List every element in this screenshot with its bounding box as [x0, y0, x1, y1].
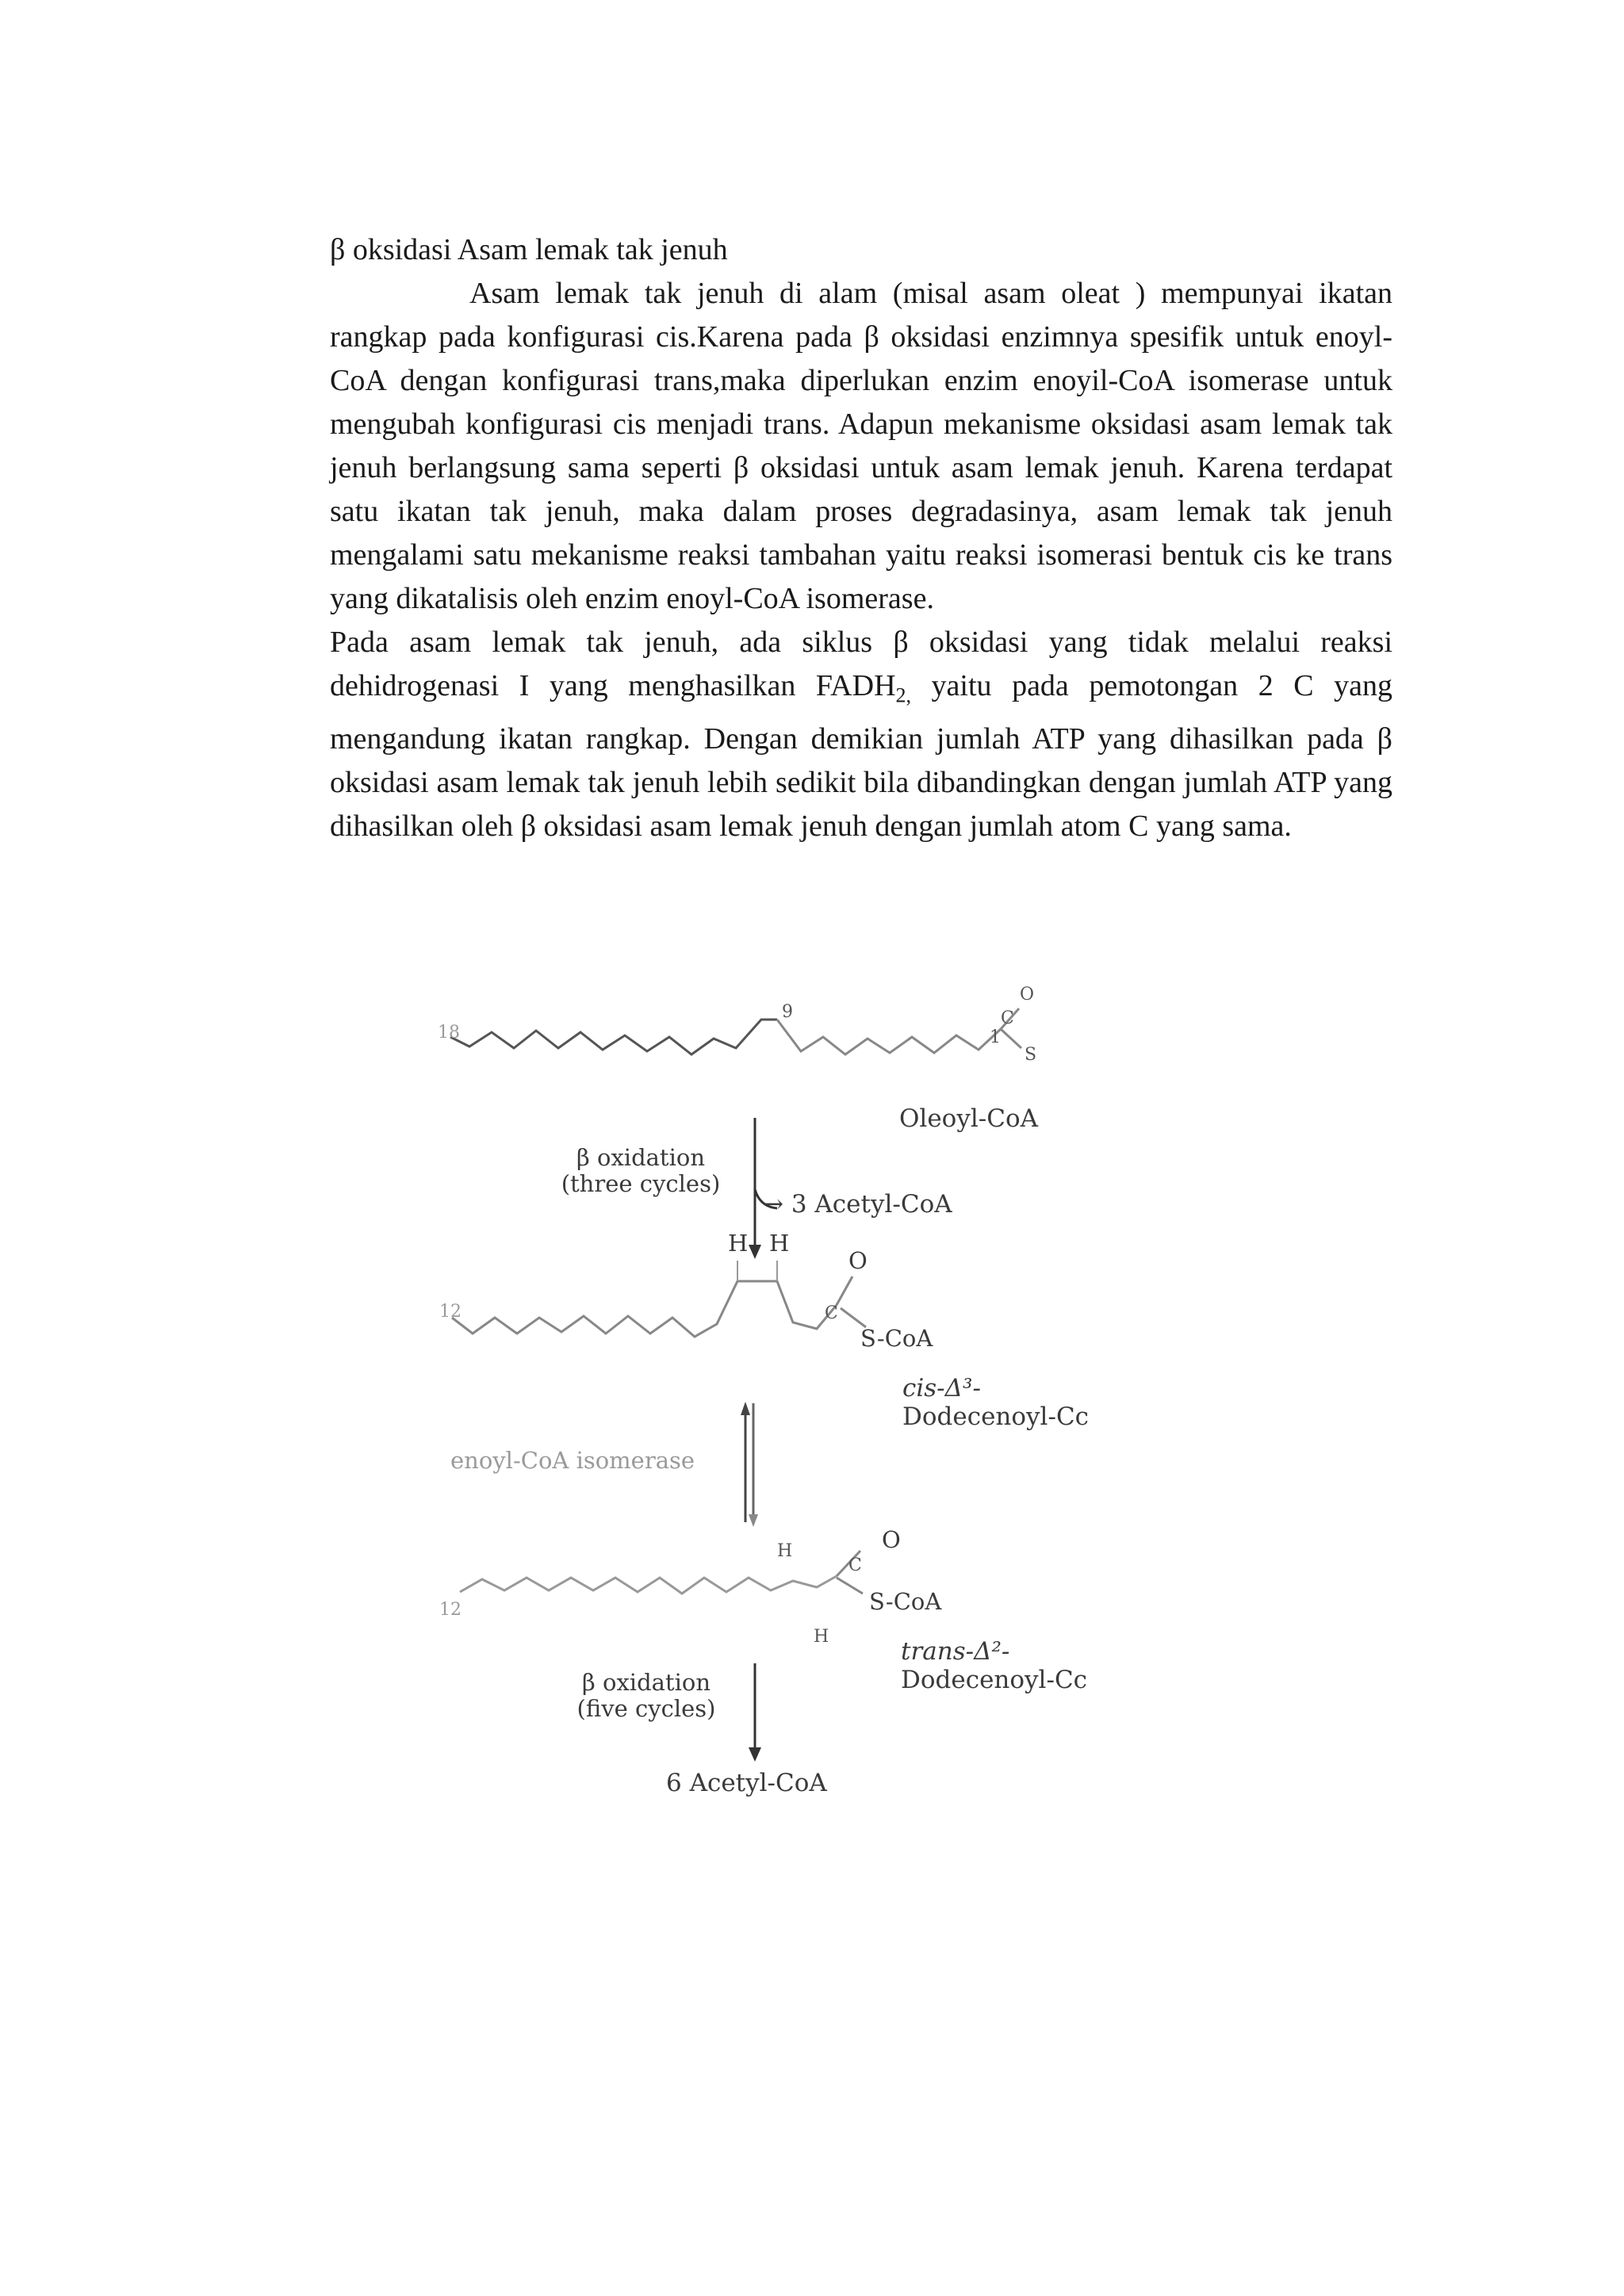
cis-o-label: O — [848, 1247, 868, 1274]
oleoyl-coa-oxidation-diagram — [428, 985, 1126, 1823]
cis-carbonyl-bond — [837, 1276, 852, 1305]
cis-h2-label: H — [769, 1230, 790, 1257]
trans-h-bottom-label: H — [814, 1627, 829, 1647]
oleoyl-c9-label: 9 — [782, 1002, 793, 1022]
step2-label-line2: (five cycles) — [576, 1695, 716, 1723]
step1-product: → 3 Acetyl-CoA — [763, 1190, 952, 1219]
cis-scoa-label: S-CoA — [860, 1325, 933, 1352]
oleoyl-s-bond — [1001, 1029, 1021, 1048]
trans-chain — [460, 1576, 837, 1594]
paragraph-1: Asam lemak tak jenuh di alam (misal asam oleat ) mempunyai ikatan rangkap pada konfigurasi cis.Karena pada β oksidasi enzimnya spesifik untuk enoyl-CoA dengan konfigurasi trans,maka diperlukan enzim enoyil-CoA isomerase untuk mengubah konfigurasi cis menjadi trans. Adapun mekanisme oksidasi asam lemak tak jenuh berlangsung sama seperti β oksidasi untuk asam lemak jenuh. Karena terdapat satu ikatan tak jenuh, maka dalam proses degradasinya, asam lemak tak jenuh mengalami satu mekanisme reaksi tambahan yaitu reaksi isomerasi bentuk cis ke trans yang dikatalisis oleh enzim enoyl-CoA isomerase. — [330, 277, 1392, 615]
step2-product: 6 Acetyl-CoA — [666, 1769, 827, 1797]
trans-name-line2: Dodecenoyl-Cc — [901, 1665, 1088, 1694]
trans-s-bond — [837, 1578, 863, 1594]
cis-c12-label: 12 — [439, 1302, 462, 1322]
isomerase-arrow-head-up — [741, 1402, 750, 1415]
paragraph-2 — [330, 621, 1392, 848]
cis-c-label: C — [825, 1303, 838, 1323]
oleoyl-o-label: O — [1020, 985, 1035, 1004]
step1-label-line1: β oxidation — [576, 1144, 705, 1171]
arrow-step2-head — [749, 1747, 761, 1762]
isomerase-label: enoyl-CoA isomerase — [450, 1447, 695, 1474]
oleoyl-coa-name: Oleoyl-CoA — [899, 1104, 1039, 1133]
trans-o-label: O — [882, 1526, 901, 1553]
step1-label — [546, 1145, 736, 1198]
paragraph-2-part-2: yaitu pada pemotongan 2 C yang mengandung ikatan rangkap. Dengan demikian jumlah ATP yang dihasilkan pada β oksidasi asam lemak tak jenuh lebih sedikit bila dibandingkan dengan jumlah ATP yang dihasilkan oleh β oksidasi asam lemak jenuh dengan jumlah atom C yang sama. — [330, 669, 1392, 843]
trans-c12-label: 12 — [439, 1600, 462, 1620]
oleoyl-chain-left — [450, 1020, 777, 1054]
step1-label-line2: (three cycles) — [561, 1170, 721, 1198]
text-block — [330, 228, 1392, 848]
cis-name — [902, 1375, 1089, 1431]
isomerase-arrow-head-down — [749, 1514, 758, 1527]
cis-h1-label: H — [728, 1230, 749, 1257]
trans-scoa-label: S-CoA — [869, 1588, 942, 1615]
cis-chain — [452, 1281, 837, 1337]
oleoyl-c1-label: 1 — [990, 1027, 1001, 1047]
trans-name-line1: trans-Δ²- — [901, 1637, 1010, 1666]
cis-name-line2: Dodecenoyl-Cc — [902, 1402, 1090, 1431]
step2-label-line1: β oxidation — [582, 1669, 710, 1696]
section-heading: β oksidasi Asam lemak tak jenuh — [330, 233, 728, 266]
paragraph-2-part-1: Pada asam lemak tak jenuh, ada siklus β oksidasi yang tidak melalui reaksi dehidrogenasi I yang menghasilkan FADH — [330, 626, 1392, 702]
arrow-step1-head — [749, 1245, 761, 1259]
trans-c-label: C — [848, 1556, 862, 1575]
oleoyl-chain-right — [777, 1020, 1001, 1054]
oleoyl-c18-label: 18 — [438, 1023, 460, 1043]
cis-name-line1: cis-Δ³- — [902, 1374, 981, 1402]
fadh-subscript: 2, — [895, 683, 912, 707]
trans-name — [901, 1638, 1087, 1694]
oleoyl-s-label: S — [1025, 1045, 1037, 1065]
oleoyl-c-label: C — [1001, 1008, 1014, 1028]
trans-h-top-label: H — [777, 1541, 793, 1561]
step2-label — [555, 1670, 737, 1723]
